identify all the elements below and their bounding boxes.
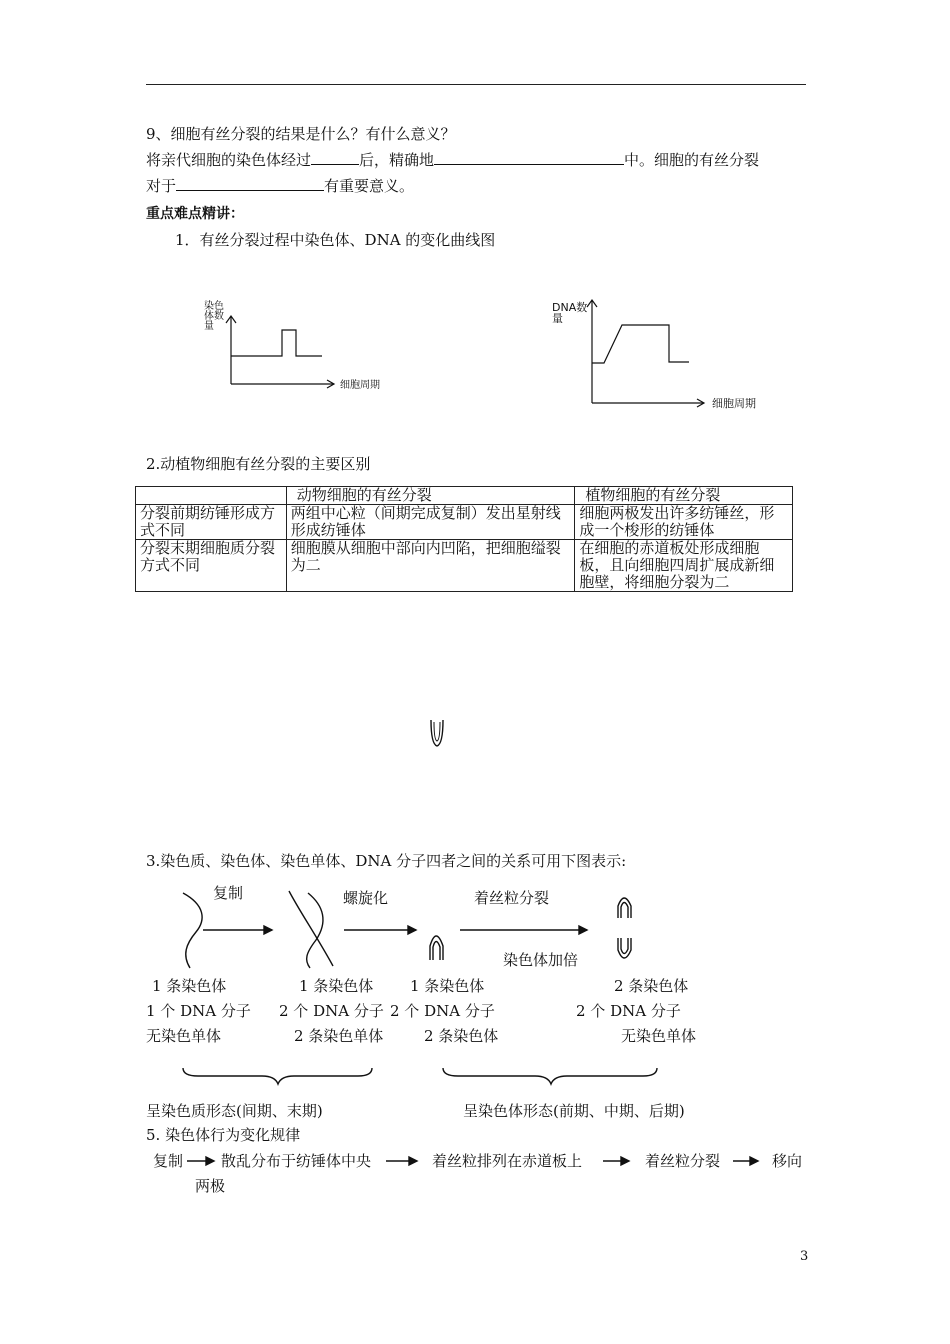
- behavior-step-5-wrap: 两极: [195, 1177, 226, 1195]
- arrow-label-doubling: 染色体加倍: [503, 951, 579, 969]
- stage1-line2: 1 个 DNA 分子: [146, 1002, 251, 1020]
- item3-title: 3.染色质、染色体、染色单体、DNA 分子四者之间的关系可用下图表示:: [146, 852, 627, 870]
- behavior-step-4: 着丝粒分裂: [645, 1152, 721, 1170]
- behavior-step-5: 移向: [772, 1152, 803, 1170]
- table-cell: 在细胞的赤道板处形成细胞板，且向细胞四周扩展成新细胞壁，将细胞分裂为二: [575, 540, 793, 592]
- item1-title: 1．有丝分裂过程中染色体、DNA 的变化曲线图: [175, 231, 496, 249]
- table-cell: 细胞膜从细胞中部向内凹陷，把细胞缢裂为二: [286, 540, 575, 592]
- left-ylabel-line-3: 量: [204, 321, 214, 332]
- behavior-step-3: 着丝粒排列在赤道板上: [432, 1152, 583, 1170]
- table-cell: 分裂末期细胞质分裂方式不同: [136, 540, 287, 592]
- table-header-cell: 植物细胞的有丝分裂: [575, 487, 793, 505]
- right-ylabel-line-1: DNA数: [552, 301, 588, 314]
- table-cell: 分裂前期纺锤形成方 式不同: [136, 505, 287, 540]
- q9-line1-b: 后，精确地: [359, 151, 435, 169]
- q9-line1-c: 中。细胞的有丝分裂: [624, 151, 760, 169]
- item5-title: 5. 染色体行为变化规律: [146, 1126, 301, 1144]
- stage3-line2: 2 个 DNA 分子: [390, 1002, 495, 1020]
- brace-label-chromosome: 呈染色体形态(前期、中期、后期): [463, 1102, 685, 1120]
- stage1-line3: 无染色单体: [146, 1027, 222, 1045]
- stage3-line3: 2 条染色体: [424, 1027, 499, 1045]
- stage4-line2: 2 个 DNA 分子: [576, 1002, 681, 1020]
- left-chart-xlabel: 细胞周期: [340, 380, 380, 391]
- arrow-label-spiral: 螺旋化: [343, 889, 389, 907]
- left-ylabel-line-1: 染色: [204, 301, 224, 312]
- arrow-label-replicate: 复制: [213, 884, 244, 902]
- brace-label-chromatin: 呈染色质形态(间期、末期): [146, 1102, 323, 1120]
- stage4-line3: 无染色单体: [621, 1027, 697, 1045]
- section-heading: 重点难点精讲：: [146, 206, 244, 222]
- behavior-step-1: 复制: [153, 1152, 184, 1170]
- q9-line2-b: 有重要意义。: [324, 177, 415, 195]
- table-header-cell: 动物细胞的有丝分裂: [286, 487, 575, 505]
- q9-line1-a: 将亲代细胞的染色体经过: [146, 151, 312, 169]
- stage2-line1: 1 条染色体: [299, 977, 374, 995]
- table-cell: 两组中心粒（间期完成复制）发出星射线形成纺锤体: [286, 505, 575, 540]
- item2-title: 2.动植物细胞有丝分裂的主要区别: [146, 455, 371, 473]
- stage2-line2: 2 个 DNA 分子: [279, 1002, 384, 1020]
- right-ylabel-line-2: 量: [552, 312, 563, 325]
- page-number: 3: [800, 1249, 809, 1264]
- table-cell: 细胞两极发出许多纺锤丝，形成一个梭形的纺锤体: [575, 505, 793, 540]
- stage3-line1: 1 条染色体: [410, 977, 485, 995]
- stage4-line1: 2 条染色体: [614, 977, 689, 995]
- right-chart-xlabel: 细胞周期: [712, 397, 756, 410]
- left-ylabel-line-2: 体数: [204, 311, 224, 322]
- stage1-line1: 1 条染色体: [152, 977, 227, 995]
- q9-line2-a: 对于: [146, 177, 177, 195]
- stage2-line3: 2 条染色单体: [294, 1027, 384, 1045]
- behavior-step-2: 散乱分布于纺锤体中央: [221, 1152, 372, 1170]
- arrow-label-centromere-split: 着丝粒分裂: [474, 889, 550, 907]
- q9-question: 9、细胞有丝分裂的结果是什么？有什么意义？: [146, 125, 456, 143]
